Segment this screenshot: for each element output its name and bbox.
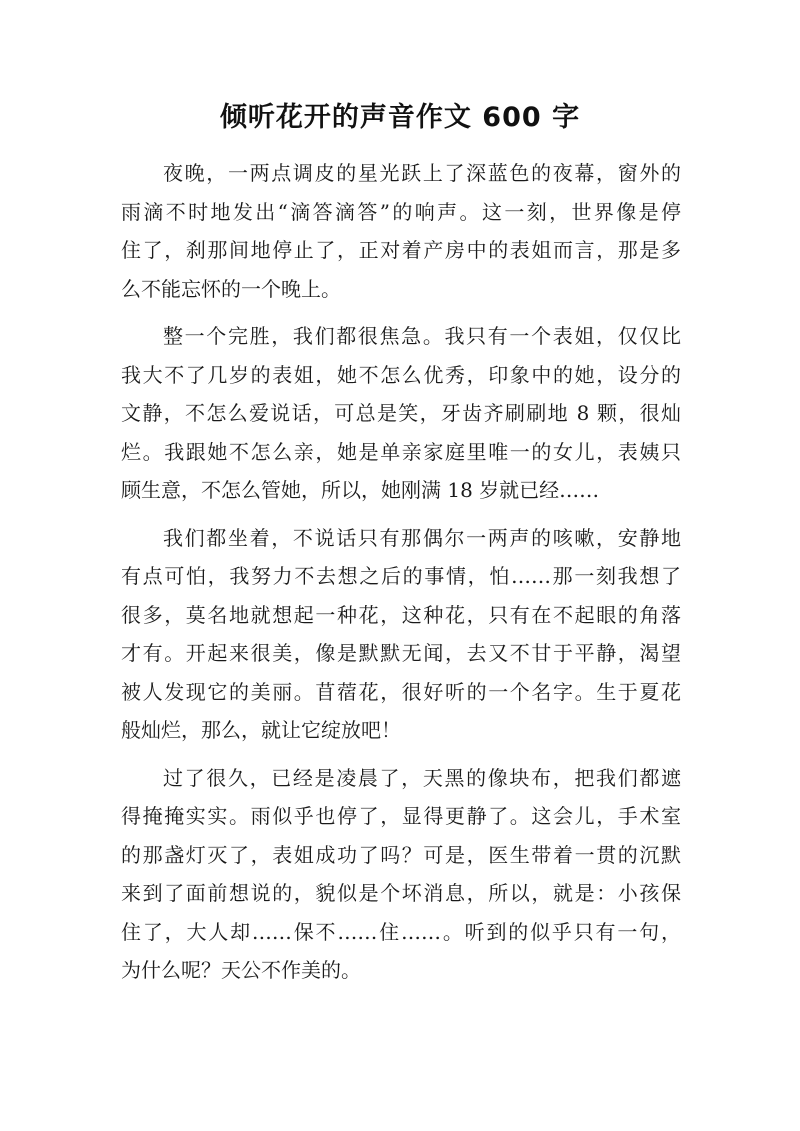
text-line: 得掩掩实实。雨似乎也停了，显得更静了。这会儿，手术室 <box>121 804 681 828</box>
text-line: 整一个完胜，我们都很焦急。我只有一个表姐，仅仅比 <box>163 324 681 348</box>
text-line: 文静，不怎么爱说话，可总是笑，牙齿齐刷刷地 8 颗，很灿 <box>121 401 681 425</box>
paragraph-4 <box>121 759 681 990</box>
text-line: 顾生意，不怎么管她，所以，她刚满 18 岁就已经…… <box>121 478 600 502</box>
text-line: 我们都坐着，不说话只有那偶尔一两声的咳嗽，安静地 <box>163 525 681 550</box>
text-line: 雨滴不时地发出“滴答滴答”的响声。这一刻，世界像是停 <box>121 199 681 224</box>
text-line: 我大不了几岁的表姐，她不怎么优秀，印象中的她，设分的 <box>121 362 681 387</box>
text-line: 很多，莫名地就想起一种花，这种花，只有在不起眼的角落 <box>121 602 681 627</box>
document-body <box>121 154 681 999</box>
text-line: 么不能忘怀的一个晚上。 <box>121 276 341 301</box>
paragraph-2 <box>121 317 681 510</box>
text-line: 过了很久，已经是凌晨了，天黑的像块布，把我们都遮 <box>163 765 681 790</box>
text-line: 有点可怕，我努力不去想之后的事情，怕……那一刻我想了 <box>121 564 681 588</box>
text-line: 住了，刹那间地停止了，正对着产房中的表姐而言，那是多 <box>121 238 681 262</box>
text-line: 的那盏灯灭了，表姐成功了吗？可是，医生带着一贯的沉默 <box>121 842 681 867</box>
text-line: 来到了面前想说的，貌似是个坏消息，所以，就是：小孩保 <box>121 881 681 905</box>
text-line: 般灿烂，那么，就让它绽放吧！ <box>121 718 401 742</box>
paragraph-1 <box>121 154 681 308</box>
text-line: 才有。开起来很美，像是默默无闻，去又不甘于平静，渴望 <box>121 641 681 665</box>
document-title: 倾听花开的声音作文 600 字 <box>219 102 581 133</box>
paragraph-3 <box>121 519 681 750</box>
text-line: 烂。我跟她不怎么亲，她是单亲家庭里唯一的女儿，表姨只 <box>121 439 681 464</box>
text-line: 夜晚，一两点调皮的星光跃上了深蓝色的夜幕，窗外的 <box>163 161 681 185</box>
text-line: 为什么呢？天公不作美的。 <box>121 958 361 982</box>
text-line: 住了，大人却……保不……住……。听到的似乎只有一句， <box>121 919 681 944</box>
text-line: 被人发现它的美丽。苜蓿花，很好听的一个名字。生于夏花 <box>121 679 681 704</box>
